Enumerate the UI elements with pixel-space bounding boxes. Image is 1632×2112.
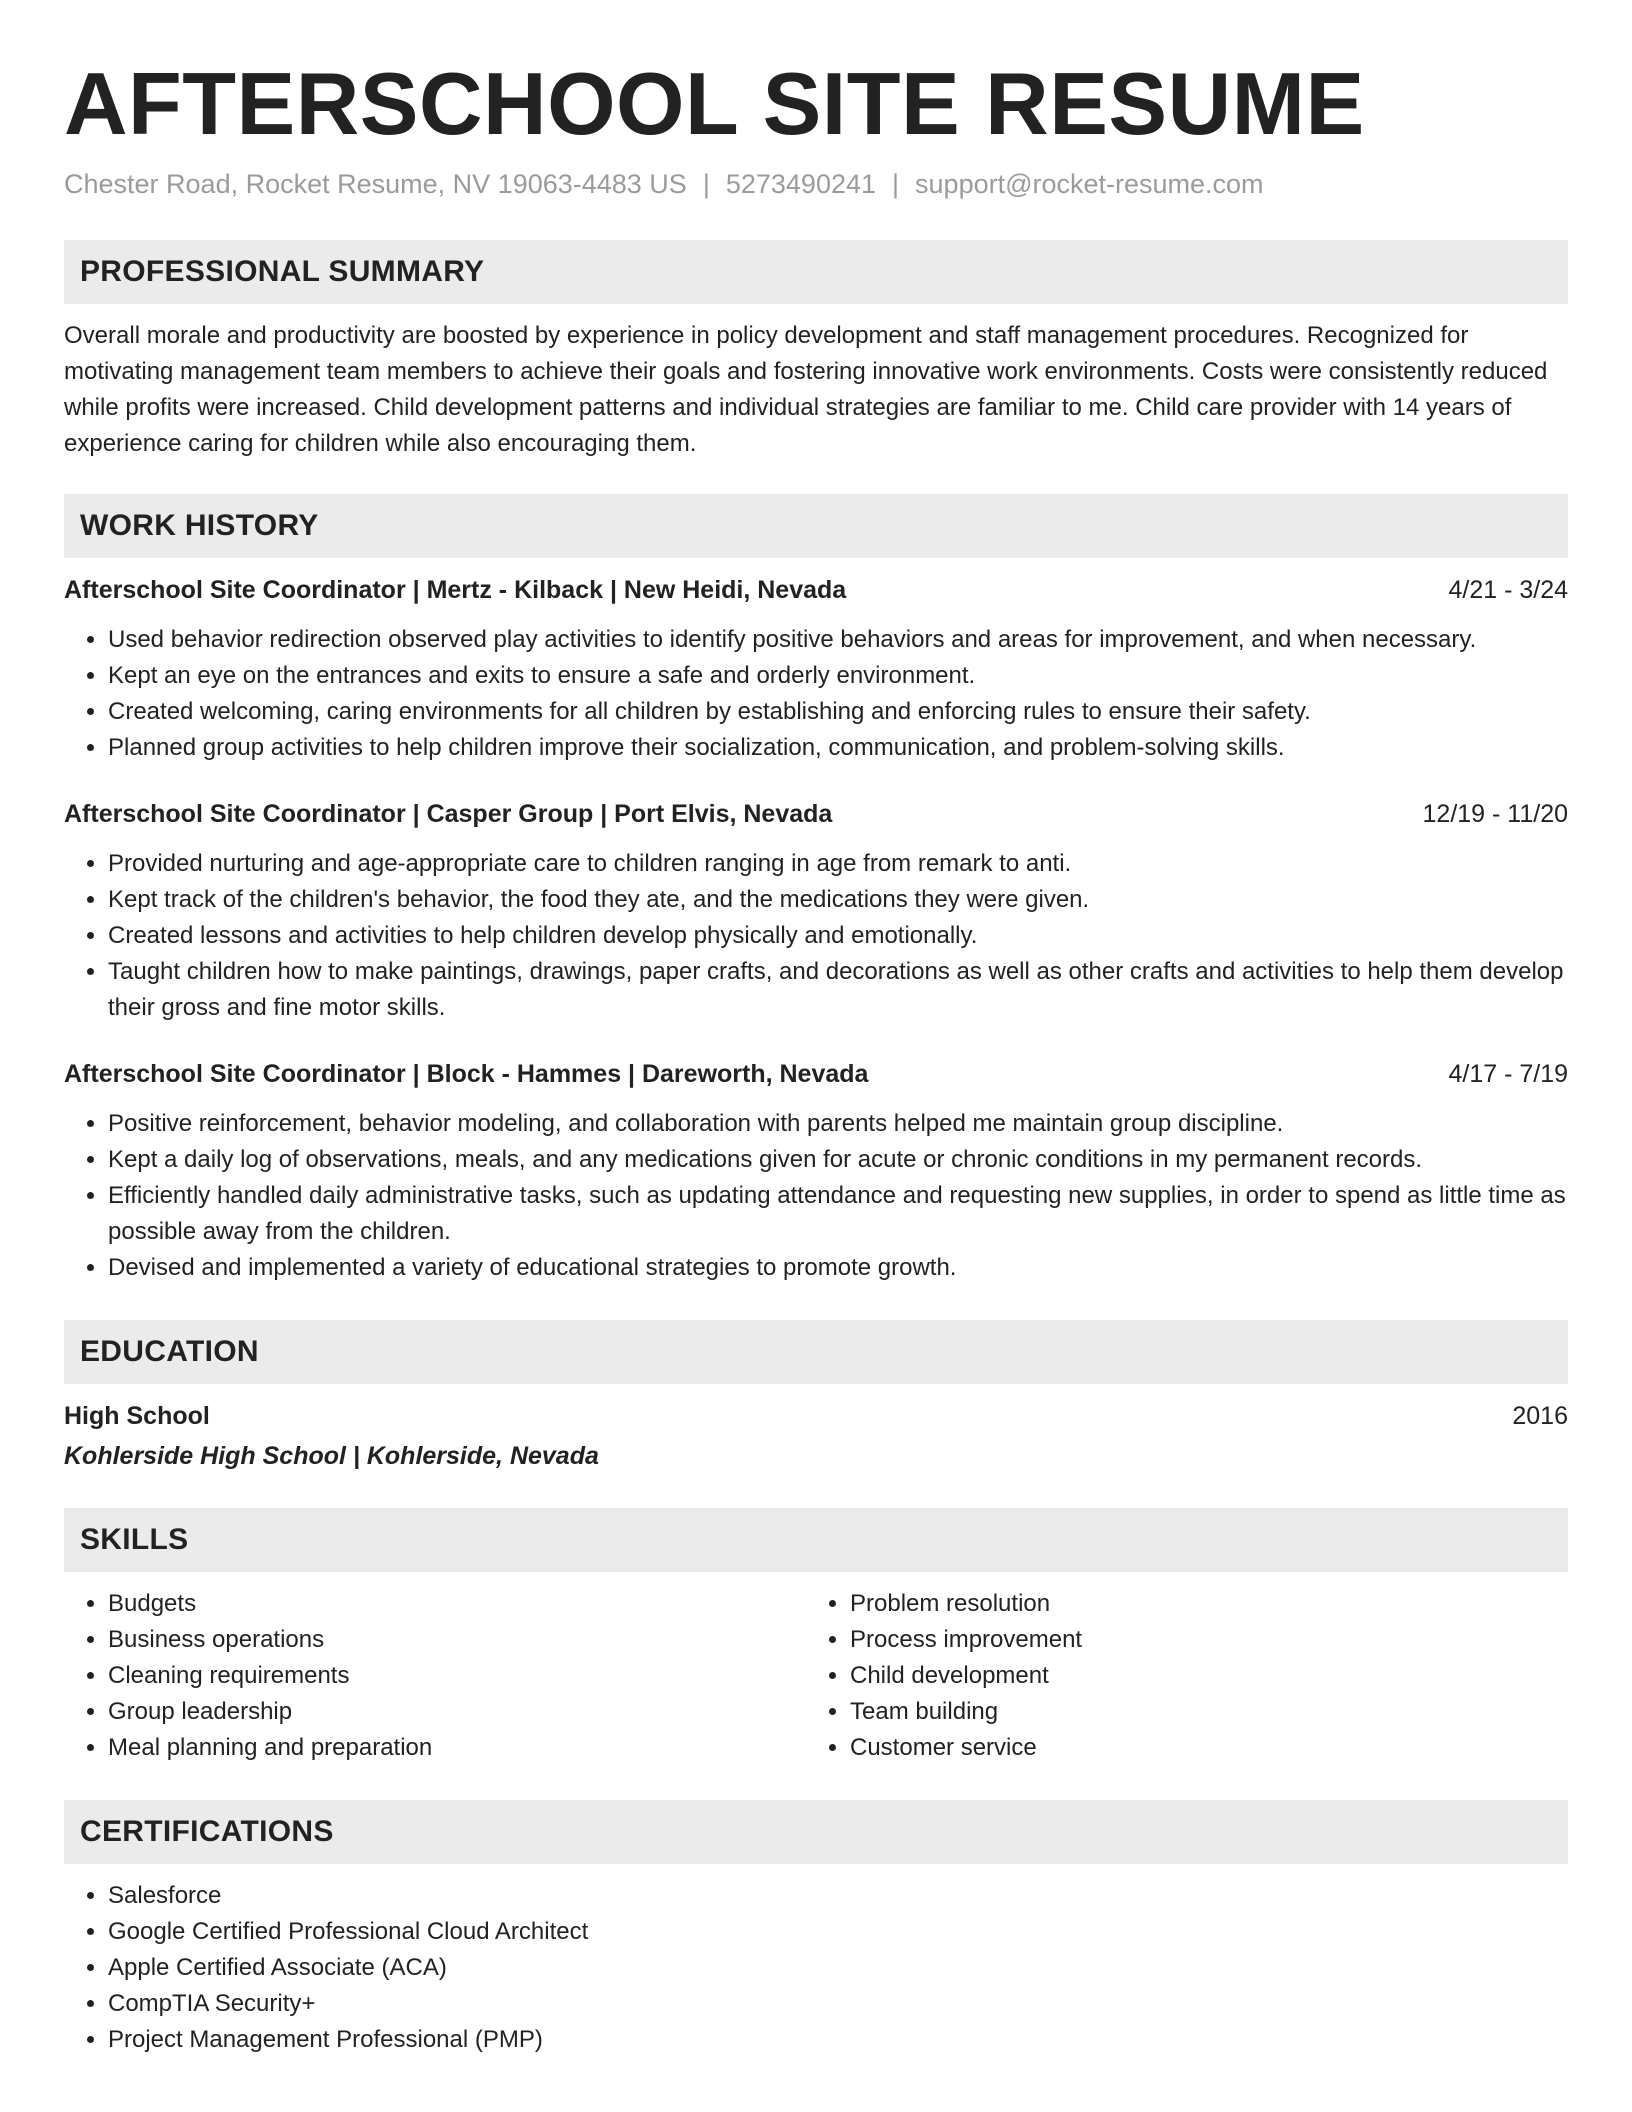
job-bullet: • Planned group activities to help children improve their socialization, communication, and problem-solving skills. <box>108 730 1568 766</box>
education-degree: High School <box>64 1402 210 1430</box>
certification-item: • Project Management Professional (PMP) <box>108 2022 1568 2058</box>
certification-item: • Apple Certified Associate (ACA) <box>108 1950 1568 1986</box>
skills-list <box>64 1586 1568 1766</box>
contact-email: support@rocket-resume.com <box>915 169 1264 199</box>
skill-item: • Process improvement <box>850 1622 1548 1658</box>
job-header <box>64 572 1568 608</box>
job-dates: 4/21 - 3/24 <box>1448 576 1568 604</box>
job-entry <box>64 572 1568 766</box>
job-dates: 4/17 - 7/19 <box>1448 1060 1568 1088</box>
contact-phone: 5273490241 <box>725 169 877 199</box>
skill-item: • Problem resolution <box>850 1586 1548 1622</box>
job-entry <box>64 1056 1568 1286</box>
job-title: Afterschool Site Coordinator | Block - Hammes | Dareworth, Nevada <box>64 1060 869 1088</box>
certification-item: • Salesforce <box>108 1878 1568 1914</box>
job-title: Afterschool Site Coordinator | Mertz - Kilback | New Heidi, Nevada <box>64 576 847 604</box>
certifications-list <box>64 1878 1568 2058</box>
contact-separator: | <box>702 169 710 199</box>
job-bullet: • Used behavior redirection observed play activities to identify positive behaviors and areas for improvement, and when necessary. <box>108 622 1568 658</box>
skill-item: • Group leadership <box>108 1694 806 1730</box>
contact-address: Chester Road, Rocket Resume, NV 19063-4483 US <box>64 169 687 199</box>
job-bullet: • Created lessons and activities to help children develop physically and emotionally. <box>108 918 1568 954</box>
resume-title: AFTERSCHOOL SITE RESUME <box>64 54 1365 153</box>
section-heading-summary: PROFESSIONAL SUMMARY <box>64 240 1568 304</box>
job-bullet: • Efficiently handled daily administrative tasks, such as updating attendance and requesting new supplies, in order to spend as little time as possible away from the children. <box>108 1178 1568 1250</box>
job-bullet: • Kept track of the children's behavior, the food they ate, and the medications they were given. <box>108 882 1568 918</box>
job-dates: 12/19 - 11/20 <box>1422 800 1568 828</box>
section-heading-work-history: WORK HISTORY <box>64 494 1568 558</box>
skill-item: • Budgets <box>108 1586 806 1622</box>
job-bullets <box>64 622 1568 766</box>
section-heading-certifications: CERTIFICATIONS <box>64 1800 1568 1864</box>
section-heading-skills: SKILLS <box>64 1508 1568 1572</box>
section-heading-education: EDUCATION <box>64 1320 1568 1384</box>
job-header <box>64 796 1568 832</box>
job-bullets <box>64 846 1568 1026</box>
education-entry <box>64 1398 1568 1474</box>
contact-line <box>64 166 1568 202</box>
job-title: Afterschool Site Coordinator | Casper Group | Port Elvis, Nevada <box>64 800 833 828</box>
job-bullet: • Created welcoming, caring environments for all children by establishing and enforcing rules to ensure their safety. <box>108 694 1568 730</box>
skill-item: • Cleaning requirements <box>108 1658 806 1694</box>
skill-item: • Business operations <box>108 1622 806 1658</box>
contact-separator: | <box>892 169 900 199</box>
education-year: 2016 <box>1512 1402 1568 1430</box>
certification-item: • CompTIA Security+ <box>108 1986 1568 2022</box>
job-bullet: • Devised and implemented a variety of educational strategies to promote growth. <box>108 1250 1568 1286</box>
job-bullet: • Taught children how to make paintings, drawings, paper crafts, and decorations as well as other crafts and activities to help them develop their gross and fine motor skills. <box>108 954 1568 1026</box>
job-header <box>64 1056 1568 1092</box>
education-school: Kohlerside High School | Kohlerside, Nevada <box>64 1442 599 1470</box>
education-header <box>64 1398 1568 1434</box>
summary-text: Overall morale and productivity are boosted by experience in policy development and staff management procedures. Recognized for motivating management team members to achieve their goals and fostering innovative work environments. Costs were consistently reduced while profits were increased. Child development patterns and individual strategies are familiar to me. Child care provider with 14 years of experience caring for children while also encouraging them. <box>64 322 1548 457</box>
skill-item: • Meal planning and preparation <box>108 1730 806 1766</box>
job-bullet: • Provided nurturing and age-appropriate care to children ranging in age from remark to anti. <box>108 846 1568 882</box>
job-bullet: • Kept a daily log of observations, meals, and any medications given for acute or chronic conditions in my permanent records. <box>108 1142 1568 1178</box>
certification-item: • Google Certified Professional Cloud Architect <box>108 1914 1568 1950</box>
job-bullet: • Positive reinforcement, behavior modeling, and collaboration with parents helped me maintain group discipline. <box>108 1106 1568 1142</box>
skills-column-right <box>806 1586 1548 1766</box>
skill-item: • Child development <box>850 1658 1548 1694</box>
job-bullets <box>64 1106 1568 1286</box>
skill-item: • Team building <box>850 1694 1548 1730</box>
skills-column-left <box>64 1586 806 1766</box>
job-bullet: • Kept an eye on the entrances and exits to ensure a safe and orderly environment. <box>108 658 1568 694</box>
skill-item: • Customer service <box>850 1730 1548 1766</box>
job-entry <box>64 796 1568 1026</box>
